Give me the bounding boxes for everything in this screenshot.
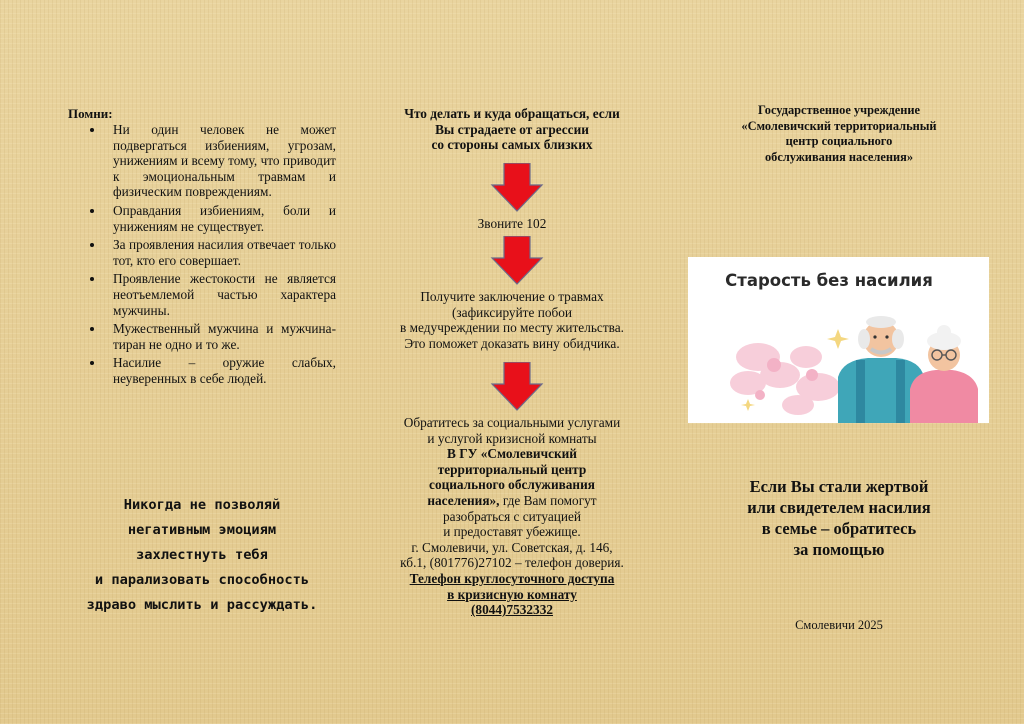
middle-title (372, 106, 652, 153)
org-line: обслуживания населения» (764, 149, 914, 164)
motto-line: здраво мыслить и рассуждать. (86, 597, 318, 613)
list-item: За проявления насилия отвечает только тот, кто его совершает. (113, 237, 336, 268)
arrow-down-icon (490, 236, 544, 286)
hotline-line: Телефон круглосуточного доступа (409, 570, 615, 586)
right-panel (688, 0, 990, 724)
banner-image (688, 257, 989, 423)
victim-message (688, 476, 990, 560)
org-name-line: населения», (427, 492, 500, 508)
motto-text (66, 493, 338, 618)
hotline-line: в кризисную комнату (447, 586, 577, 602)
organization-name (698, 103, 980, 165)
step-line: (зафиксируйте побои (451, 304, 573, 320)
org-line: «Смолевичский территориальный (741, 118, 937, 133)
list-item: Насилие – оружие слабых, неуверенных в себе людей. (113, 355, 336, 386)
step-line: Обратитесь за социальными услугами (403, 415, 621, 430)
step-line: и услугой кризисной комнаты (427, 430, 597, 446)
elderly-couple-illustration (688, 257, 989, 423)
org-line: центр социального (785, 134, 893, 148)
title-line: Что делать и куда обращаться, если (404, 106, 620, 121)
step-line: Это поможет доказать вину обидчика. (404, 335, 620, 351)
motto-line: негативным эмоциям (127, 522, 277, 538)
motto-line: и парализовать способность (94, 572, 310, 588)
org-name-line: В ГУ «Смолевичский (447, 446, 577, 462)
org-line: Государственное учреждение (757, 103, 921, 117)
arrow-down-icon (490, 163, 544, 213)
list-item: Оправдания избиениям, боли и унижениям не существует. (113, 202, 336, 234)
list-item: Ни один человек не может подвергаться избиениям, угрозам, унижениям и всему тому, что приводит к эмоциональным травмам и физическим повреждениям. (113, 122, 336, 200)
hotline-number: (8044)7532332 (471, 602, 553, 618)
trust-phone-line: кб.1, (801776)27102 – телефон доверия. (400, 555, 624, 571)
remember-list (68, 122, 336, 390)
title-line: со стороны самых близких (431, 137, 593, 153)
middle-panel (372, 0, 652, 724)
step-line: Получите заключение о травмах (420, 289, 604, 304)
step-call-police: Звоните 102 (477, 216, 547, 231)
step-social-services (372, 415, 652, 618)
org-name-line: территориальный центр (437, 461, 587, 477)
step-line: и предоставят убежище. (443, 524, 581, 540)
list-item: Мужественный мужчина и мужчина-тиран не одно и то же. (113, 321, 336, 352)
title-line: Вы страдаете от агрессии (435, 121, 589, 137)
list-item: Проявление жестокости не является неотъемлемой частью характера мужчины. (113, 271, 336, 318)
arrow-down-icon (490, 362, 544, 412)
remember-heading: Помни: (68, 106, 113, 121)
motto-line: захлестнуть тебя (136, 547, 268, 563)
message-line: за помощью (793, 540, 885, 559)
city-year: Смолевичи 2025 (795, 618, 883, 632)
step-line: где Вам помогут (499, 492, 597, 508)
left-panel (68, 0, 336, 724)
message-line: в семье – обратитесь (761, 519, 917, 538)
step-line: разобраться с ситуацией (442, 508, 582, 524)
step-medical-report (372, 289, 652, 351)
message-line: Если Вы стали жертвой (749, 477, 929, 496)
motto-line: Никогда не позволяй (123, 497, 281, 513)
step-line: в медучреждении по месту жительства. (400, 320, 624, 336)
message-line: или свидетелем насилия (747, 498, 931, 517)
org-name-line: социального обслуживания (429, 477, 595, 493)
banner-title: Старость без насилия (725, 271, 933, 290)
address-line: г. Смолевичи, ул. Советская, д. 146, (411, 539, 613, 555)
